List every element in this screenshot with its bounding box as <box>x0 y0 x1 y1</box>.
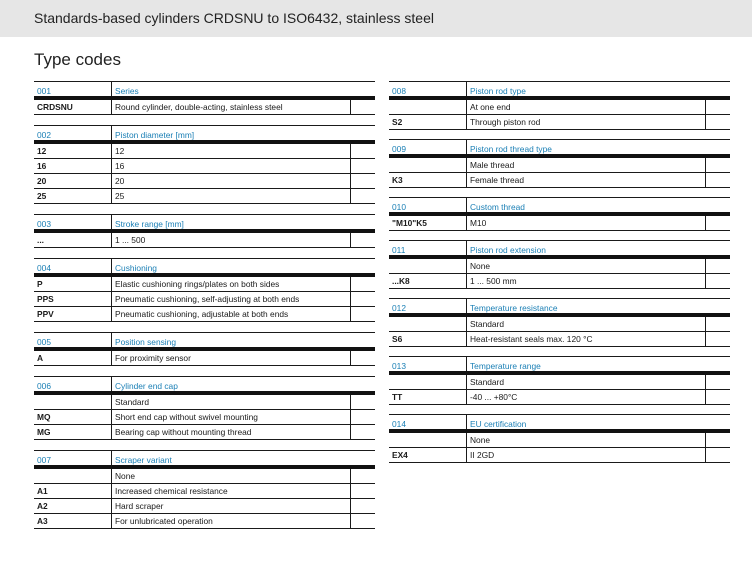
type-code-label: Stroke range [mm] <box>111 214 350 229</box>
type-code-description: 12 <box>111 144 350 158</box>
type-code-block <box>34 81 375 115</box>
type-code-blank <box>705 332 730 346</box>
type-code-description: None <box>466 259 705 273</box>
type-code-blank <box>705 433 730 447</box>
type-code-header <box>34 81 375 100</box>
type-code-block <box>34 332 375 366</box>
type-code-blank <box>705 100 730 114</box>
type-code-description: 25 <box>111 189 350 203</box>
type-code-blank <box>350 351 375 365</box>
type-code-code: K3 <box>392 175 403 185</box>
type-code-blank <box>705 240 730 255</box>
type-code-row <box>389 433 730 448</box>
type-code-blank <box>350 125 375 140</box>
type-code-number: 014 <box>389 414 466 429</box>
type-code-block <box>389 356 730 405</box>
type-code-number: 010 <box>389 197 466 212</box>
type-code-description: Female thread <box>466 173 705 187</box>
type-code-block <box>389 298 730 347</box>
type-code-code: 25 <box>37 191 47 201</box>
type-code-header <box>389 240 730 259</box>
type-code-code: 16 <box>37 161 47 171</box>
type-code-blank <box>350 307 375 321</box>
type-code-row <box>34 144 375 159</box>
type-code-description: 20 <box>111 174 350 188</box>
type-code-description: None <box>466 433 705 447</box>
type-code-code: S6 <box>392 334 403 344</box>
type-code-code: PPV <box>37 309 54 319</box>
type-code-row <box>34 395 375 410</box>
type-code-label: Piston rod extension <box>466 240 705 255</box>
type-code-description: Hard scraper <box>111 499 350 513</box>
type-code-header <box>389 414 730 433</box>
type-code-number: 005 <box>34 332 111 347</box>
type-code-blank <box>350 425 375 439</box>
page-title: Type codes <box>34 50 121 69</box>
type-code-description: Standard <box>466 375 705 389</box>
type-code-code: ...K8 <box>392 276 410 286</box>
type-code-row <box>389 375 730 390</box>
type-code-row <box>34 499 375 514</box>
type-code-row <box>34 100 375 115</box>
type-code-code <box>389 259 466 273</box>
type-code-number: 012 <box>389 298 466 313</box>
type-code-block <box>389 139 730 188</box>
type-code-row <box>389 158 730 173</box>
type-code-blank <box>705 81 730 96</box>
type-code-code: P <box>37 279 43 289</box>
type-code-blank <box>705 158 730 172</box>
type-code-blank <box>705 139 730 154</box>
type-code-number: 009 <box>389 139 466 154</box>
document-title: Standards-based cylinders CRDSNU to ISO6432, stainless steel <box>34 10 434 26</box>
type-code-row <box>389 390 730 405</box>
type-code-blank <box>350 292 375 306</box>
type-code-number: 007 <box>34 450 111 465</box>
type-code-row <box>34 425 375 440</box>
type-code-code: S2 <box>392 117 403 127</box>
type-code-block <box>389 414 730 463</box>
type-code-description: Pneumatic cushioning, self-adjusting at both ends <box>111 292 350 306</box>
type-code-code <box>34 395 111 409</box>
type-code-code: MG <box>37 427 51 437</box>
type-code-description: Elastic cushioning rings/plates on both sides <box>111 277 350 291</box>
type-code-row <box>34 410 375 425</box>
type-code-blank <box>350 144 375 158</box>
type-code-description: M10 <box>466 216 705 230</box>
type-code-row <box>34 292 375 307</box>
type-code-row <box>34 514 375 529</box>
type-code-number: 003 <box>34 214 111 229</box>
type-code-row <box>389 274 730 289</box>
type-code-number: 001 <box>34 81 111 96</box>
type-code-description: For unlubricated operation <box>111 514 350 528</box>
type-code-blank <box>705 414 730 429</box>
type-code-blank <box>350 189 375 203</box>
type-code-header <box>389 197 730 216</box>
type-code-label: Temperature resistance <box>466 298 705 313</box>
type-code-header <box>34 214 375 233</box>
type-code-blank <box>350 450 375 465</box>
type-code-row <box>34 351 375 366</box>
type-code-blank <box>350 174 375 188</box>
type-code-code: CRDSNU <box>37 102 73 112</box>
type-code-description: Pneumatic cushioning, adjustable at both ends <box>111 307 350 321</box>
type-code-row <box>389 448 730 463</box>
type-code-label: Cushioning <box>111 258 350 273</box>
type-code-description: 16 <box>111 159 350 173</box>
type-code-blank <box>705 259 730 273</box>
type-code-code: TT <box>392 392 403 402</box>
type-code-code: "M10"K5 <box>392 218 427 228</box>
type-code-label: Temperature range <box>466 356 705 371</box>
type-code-row <box>389 100 730 115</box>
type-code-blank <box>350 258 375 273</box>
type-code-description: 1 ... 500 <box>111 233 350 247</box>
type-code-code: A3 <box>37 516 48 526</box>
type-code-header <box>34 332 375 351</box>
type-code-blank <box>350 469 375 483</box>
type-code-description: Short end cap without swivel mounting <box>111 410 350 424</box>
type-code-description: II 2GD <box>466 448 705 462</box>
type-code-code: A2 <box>37 501 48 511</box>
type-code-code <box>389 317 466 331</box>
type-code-row <box>34 484 375 499</box>
type-code-code: EX4 <box>392 450 408 460</box>
type-code-block <box>34 450 375 529</box>
type-code-blank <box>705 115 730 129</box>
type-code-description: Round cylinder, double-acting, stainless steel <box>111 100 350 114</box>
type-code-blank <box>705 390 730 404</box>
type-code-row <box>389 332 730 347</box>
type-code-blank <box>350 277 375 291</box>
type-code-block <box>34 258 375 322</box>
type-code-blank <box>350 499 375 513</box>
type-code-row <box>389 115 730 130</box>
type-code-label: Scraper variant <box>111 450 350 465</box>
type-code-code <box>34 469 111 483</box>
type-code-description: Standard <box>466 317 705 331</box>
type-code-blank <box>705 356 730 371</box>
type-code-row <box>389 216 730 231</box>
type-code-description: Male thread <box>466 158 705 172</box>
type-code-block <box>389 240 730 289</box>
type-code-label: Piston diameter [mm] <box>111 125 350 140</box>
type-code-blank <box>350 410 375 424</box>
type-code-header <box>34 125 375 144</box>
type-code-row <box>34 189 375 204</box>
type-code-row <box>34 469 375 484</box>
type-code-number: 013 <box>389 356 466 371</box>
type-code-code: 12 <box>37 146 47 156</box>
type-code-blank <box>350 395 375 409</box>
type-code-label: Custom thread <box>466 197 705 212</box>
type-code-row <box>34 174 375 189</box>
type-code-blank <box>350 376 375 391</box>
type-code-description: At one end <box>466 100 705 114</box>
type-code-blank <box>705 448 730 462</box>
type-code-label: Series <box>111 81 350 96</box>
type-code-description: 1 ... 500 mm <box>466 274 705 288</box>
type-code-row <box>389 317 730 332</box>
type-code-block <box>34 214 375 248</box>
type-code-blank <box>350 100 375 114</box>
type-code-code: ... <box>37 235 44 245</box>
type-code-row <box>389 259 730 274</box>
type-code-label: EU certification <box>466 414 705 429</box>
type-code-header <box>34 258 375 277</box>
type-code-blank <box>350 233 375 247</box>
header-bar <box>0 0 752 37</box>
type-code-description: -40 ... +80°C <box>466 390 705 404</box>
type-code-code <box>389 433 466 447</box>
type-code-label: Position sensing <box>111 332 350 347</box>
type-code-header <box>389 81 730 100</box>
type-code-blank <box>350 81 375 96</box>
type-code-number: 002 <box>34 125 111 140</box>
type-codes-right-column <box>389 81 730 472</box>
type-code-description: Standard <box>111 395 350 409</box>
type-code-header <box>34 376 375 395</box>
type-code-number: 008 <box>389 81 466 96</box>
type-codes-left-column <box>34 81 375 539</box>
type-code-number: 004 <box>34 258 111 273</box>
type-code-description: Through piston rod <box>466 115 705 129</box>
type-code-description: For proximity sensor <box>111 351 350 365</box>
type-code-block <box>34 376 375 440</box>
type-code-blank <box>705 197 730 212</box>
type-code-blank <box>705 274 730 288</box>
type-code-block <box>34 125 375 204</box>
type-code-blank <box>705 375 730 389</box>
type-code-label: Piston rod thread type <box>466 139 705 154</box>
type-code-code: MQ <box>37 412 51 422</box>
type-code-block <box>389 81 730 130</box>
type-code-row <box>34 159 375 174</box>
type-code-code: A1 <box>37 486 48 496</box>
type-code-blank <box>350 332 375 347</box>
type-code-label: Cylinder end cap <box>111 376 350 391</box>
type-code-description: Heat-resistant seals max. 120 °C <box>466 332 705 346</box>
type-code-description: Increased chemical resistance <box>111 484 350 498</box>
type-code-code: PPS <box>37 294 54 304</box>
type-code-label: Piston rod type <box>466 81 705 96</box>
type-code-row <box>389 173 730 188</box>
type-code-row <box>34 233 375 248</box>
type-code-blank <box>705 173 730 187</box>
type-code-code: A <box>37 353 44 363</box>
type-code-block <box>389 197 730 231</box>
type-code-blank <box>350 514 375 528</box>
type-code-blank <box>350 484 375 498</box>
type-code-blank <box>350 159 375 173</box>
type-code-blank <box>705 317 730 331</box>
type-code-header <box>389 139 730 158</box>
type-code-code <box>389 100 466 114</box>
type-code-blank <box>705 216 730 230</box>
type-code-blank <box>705 298 730 313</box>
type-code-header <box>389 356 730 375</box>
type-code-description: None <box>111 469 350 483</box>
type-code-row <box>34 277 375 292</box>
type-code-number: 011 <box>389 240 466 255</box>
type-code-code <box>389 158 466 172</box>
type-code-code <box>389 375 466 389</box>
type-code-description: Bearing cap without mounting thread <box>111 425 350 439</box>
type-code-row <box>34 307 375 322</box>
type-code-code: 20 <box>37 176 47 186</box>
type-code-number: 006 <box>34 376 111 391</box>
type-code-blank <box>350 214 375 229</box>
type-code-header <box>34 450 375 469</box>
type-code-header <box>389 298 730 317</box>
